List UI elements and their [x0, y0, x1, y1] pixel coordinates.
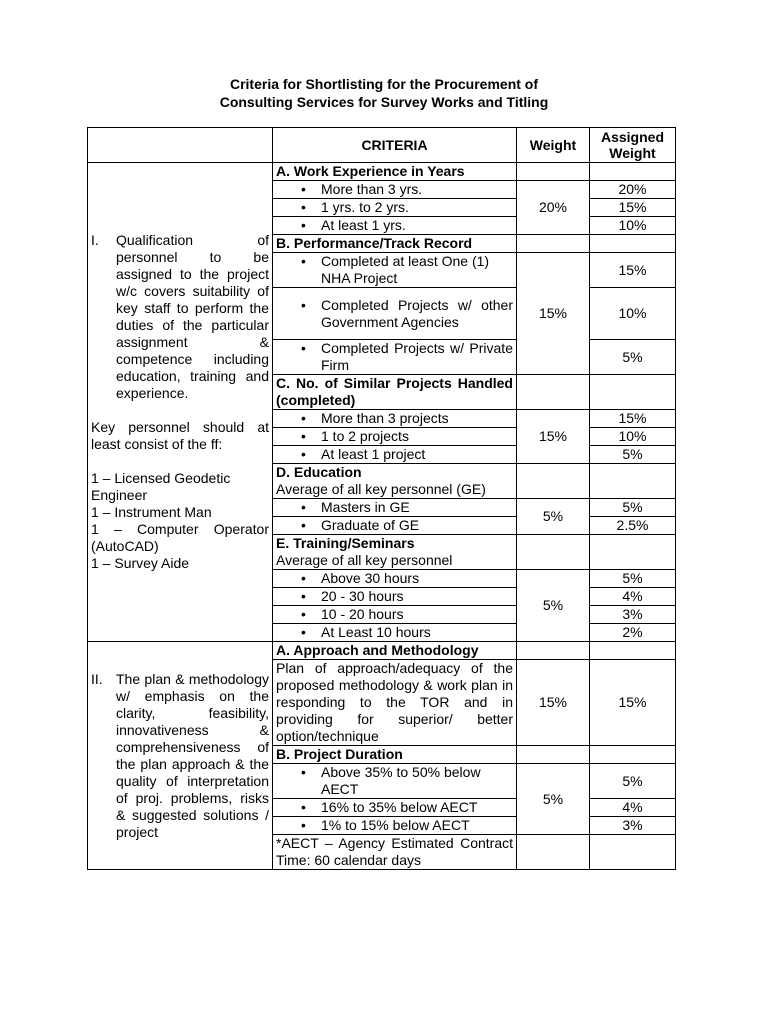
- bullet-icon: •: [301, 799, 306, 815]
- bullet-icon: •: [301, 817, 306, 833]
- criteria-item: Masters in GE: [321, 499, 410, 515]
- weight-empty-cell: [517, 746, 590, 764]
- criteria-subheading-e: Average of all key personnel: [276, 552, 453, 568]
- header-weight: Weight: [517, 128, 590, 163]
- criteria-item: 16% to 35% below AECT: [321, 799, 478, 815]
- criteria-item: 1 yrs. to 2 yrs.: [321, 199, 409, 215]
- bullet-icon: •: [301, 296, 306, 313]
- assigned-weight: 5%: [590, 499, 676, 517]
- assigned-weight: 4%: [590, 588, 676, 606]
- criteria-item: 20 - 30 hours: [321, 588, 404, 604]
- header-criteria: CRITERIA: [273, 128, 517, 163]
- assigned-weight: 5%: [590, 764, 676, 799]
- bullet-icon: •: [301, 446, 306, 462]
- weight-approach: 15%: [517, 660, 590, 746]
- assigned-empty-cell: [590, 235, 676, 253]
- assigned-weight: 5%: [590, 570, 676, 588]
- bullet-icon: •: [301, 588, 306, 604]
- criteria-item: Completed at least One (1) NHA Project: [321, 253, 490, 286]
- weight-a: 20%: [517, 181, 590, 235]
- header-blank-cell: [88, 128, 273, 163]
- criteria-heading-d-cell: [273, 464, 517, 499]
- bullet-icon: •: [301, 624, 306, 640]
- criteria-heading-b: B. Performance/Track Record: [273, 235, 517, 253]
- assigned-weight: 15%: [590, 199, 676, 217]
- weight-c: 15%: [517, 410, 590, 464]
- criteria-item: At least 1 project: [321, 446, 426, 462]
- section-1-number: I.: [91, 232, 99, 248]
- assigned-weight: 4%: [590, 799, 676, 817]
- bullet-icon: •: [301, 340, 306, 356]
- assigned-weight: 10%: [590, 217, 676, 235]
- criteria-item: Above 35% to 50% below AECT: [321, 764, 481, 797]
- criteria-item: Completed Projects w/ other Government Agencies: [321, 296, 513, 330]
- weight-empty-cell: [517, 375, 590, 410]
- bullet-icon: •: [301, 517, 306, 533]
- weight-b: 15%: [517, 253, 590, 375]
- criteria-item: Graduate of GE: [321, 517, 420, 533]
- bullet-icon: •: [301, 428, 306, 444]
- assigned-empty-cell: [590, 746, 676, 764]
- assigned-weight: 20%: [590, 181, 676, 199]
- bullet-icon: •: [301, 253, 306, 269]
- title-line-2: Consulting Services for Survey Works and Titling: [219, 93, 549, 110]
- title-line-1: Criteria for Shortlisting for the Procurement of: [229, 76, 539, 92]
- table-header-row: [88, 128, 676, 163]
- criteria-item: At Least 10 hours: [321, 624, 431, 640]
- assigned-empty-cell: [590, 163, 676, 181]
- criteria-heading-e: E. Training/Seminars: [276, 535, 415, 551]
- weight-empty-cell: [517, 235, 590, 253]
- assigned-weight: 5%: [590, 446, 676, 464]
- personnel-item: 1 – Instrument Man: [91, 504, 212, 520]
- weight-d: 5%: [517, 499, 590, 535]
- key-personnel-intro: Key personnel should at least consist of the ff:: [91, 419, 269, 452]
- assigned-weight: 2%: [590, 624, 676, 642]
- assigned-weight: 2.5%: [590, 517, 676, 535]
- criteria-heading-e-cell: [273, 535, 517, 570]
- bullet-icon: •: [301, 410, 306, 426]
- personnel-item: 1 – Licensed Geodetic Engineer: [91, 470, 231, 503]
- criteria-heading-approach: A. Approach and Methodology: [273, 642, 517, 660]
- bullet-icon: •: [301, 217, 306, 233]
- criteria-item: More than 3 yrs.: [321, 181, 423, 197]
- weight-empty-cell: [517, 535, 590, 570]
- document-title: [0, 76, 768, 111]
- weight-empty-cell: [517, 642, 590, 660]
- bullet-icon: •: [301, 499, 306, 515]
- table-row: [88, 163, 676, 181]
- criteria-item: Completed Projects w/ Private Firm: [321, 340, 513, 373]
- section-1-description-cell: [88, 163, 273, 642]
- header-assigned-weight: Assigned Weight: [590, 128, 676, 163]
- assigned-empty-cell: [590, 375, 676, 410]
- assigned-empty-cell: [590, 642, 676, 660]
- bullet-icon: •: [301, 199, 306, 215]
- weight-empty-cell: [517, 163, 590, 181]
- criteria-item: 1% to 15% below AECT: [321, 817, 470, 833]
- assigned-weight: 5%: [590, 340, 676, 375]
- assigned-empty-cell: [590, 835, 676, 870]
- criteria-text-approach: Plan of approach/adequacy of the proposed methodology & work plan in responding to the TOR and in providing for superior/ better option/technique: [273, 660, 517, 746]
- criteria-item: More than 3 projects: [321, 410, 449, 426]
- criteria-heading-duration: B. Project Duration: [273, 746, 517, 764]
- section-2-description: The plan & methodology w/ emphasis on the clarity, feasibility, innovativeness & comprehensiveness of the plan approach & the quality of interpretation of proj. problems, risks & suggested solutions / project: [116, 670, 269, 840]
- section-1-paragraph: [91, 232, 269, 402]
- assigned-weight: 15%: [590, 660, 676, 746]
- assigned-weight: 15%: [590, 253, 676, 288]
- criteria-heading-d: D. Education: [276, 464, 362, 480]
- assigned-weight: 3%: [590, 817, 676, 835]
- section-1-description: Qualification of personnel to be assigned to the project w/c covers suitability of key staff to perform the duties of the particular assignment & competence including education, training and experience.: [116, 232, 269, 401]
- criteria-heading-c: C. No. of Similar Projects Handled (completed): [273, 375, 517, 410]
- personnel-item: 1 – Computer Operator (AutoCAD): [91, 521, 269, 554]
- assigned-empty-cell: [590, 464, 676, 499]
- weight-empty-cell: [517, 835, 590, 870]
- section-2-description-cell: [88, 642, 273, 870]
- personnel-item: 1 – Survey Aide: [91, 555, 190, 571]
- assigned-weight: 15%: [590, 410, 676, 428]
- section-2-paragraph: [91, 671, 269, 841]
- assigned-weight: 3%: [590, 606, 676, 624]
- weight-duration: 5%: [517, 764, 590, 835]
- aect-note: *AECT – Agency Estimated Contract Time: 60 calendar days: [273, 835, 517, 870]
- assigned-weight: 10%: [590, 288, 676, 340]
- bullet-icon: •: [301, 764, 306, 780]
- bullet-icon: •: [301, 570, 306, 586]
- assigned-empty-cell: [590, 535, 676, 570]
- bullet-icon: •: [301, 606, 306, 622]
- criteria-subheading-d: Average of all key personnel (GE): [276, 481, 486, 497]
- table-row: [88, 642, 676, 660]
- criteria-item: At least 1 yrs.: [321, 217, 406, 233]
- assigned-weight: 10%: [590, 428, 676, 446]
- criteria-item: 1 to 2 projects: [321, 428, 409, 444]
- weight-e: 5%: [517, 570, 590, 642]
- criteria-table: [87, 127, 676, 870]
- criteria-item: Above 30 hours: [321, 570, 420, 586]
- bullet-icon: •: [301, 181, 306, 197]
- criteria-heading-a: A. Work Experience in Years: [273, 163, 517, 181]
- weight-empty-cell: [517, 464, 590, 499]
- criteria-item: 10 - 20 hours: [321, 606, 404, 622]
- section-2-number: II.: [91, 670, 103, 687]
